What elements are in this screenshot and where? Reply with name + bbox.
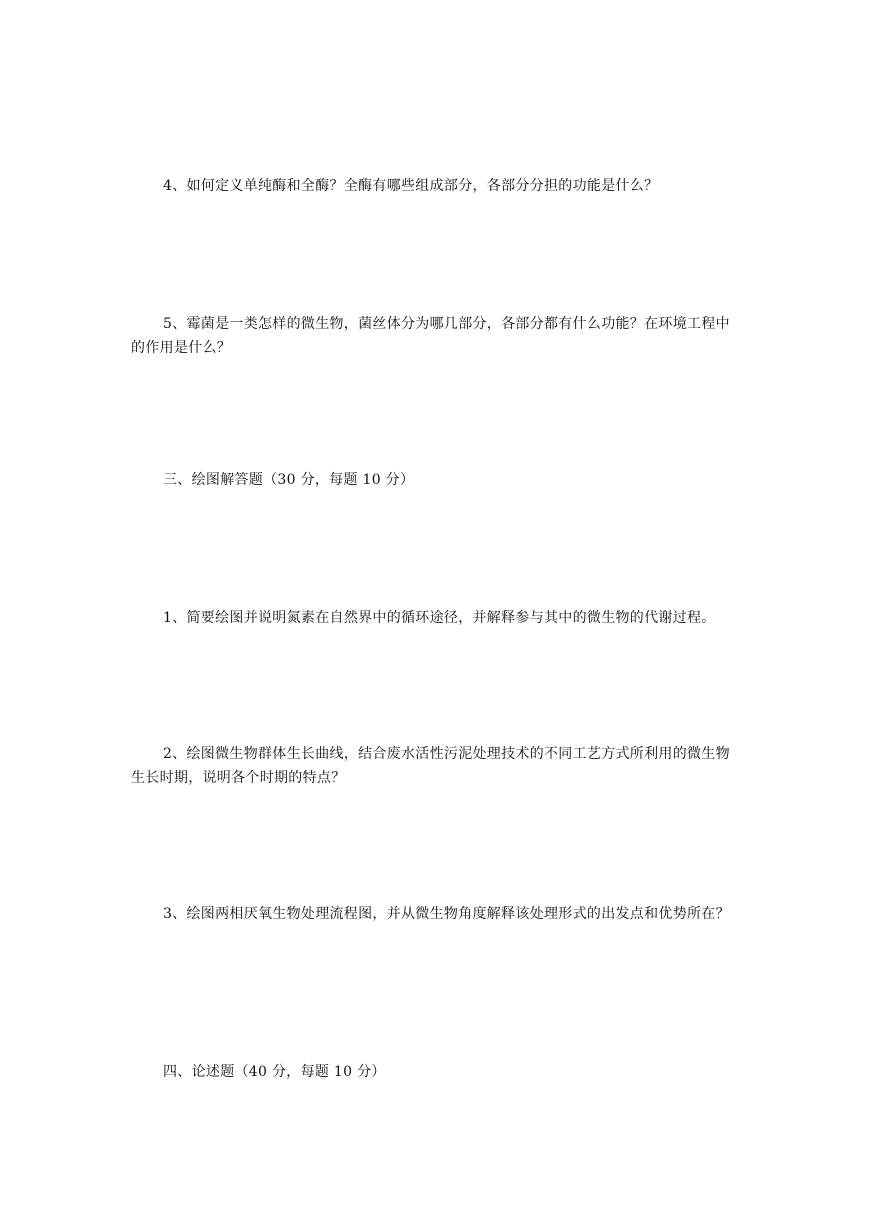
drawing-question-2: 2、绘图微生物群体生长曲线，结合废水活性污泥处理技术的不同工艺方式所利用的微生物生长时期，说明各个时期的特点？ <box>131 746 730 786</box>
question-5: 5、霉菌是一类怎样的微生物，菌丝体分为哪几部分，各部分都有什么功能？在环境工程中的作用是什么？ <box>131 316 730 356</box>
section-3-heading: 三、绘图解答题（30 分，每题 10 分） <box>163 472 415 488</box>
drawing-question-1: 1、简要绘图并说明氮素在自然界中的循环途径，并解释参与其中的微生物的代谢过程。 <box>163 610 716 626</box>
question-4: 4、如何定义单纯酶和全酶？全酶有哪些组成部分，各部分分担的功能是什么？ <box>163 178 659 194</box>
section-4-heading: 四、论述题（40 分，每题 10 分） <box>163 1064 386 1080</box>
drawing-question-3: 3、绘图两相厌氧生物处理流程图，并从微生物角度解释该处理形式的出发点和优势所在？ <box>163 906 730 922</box>
